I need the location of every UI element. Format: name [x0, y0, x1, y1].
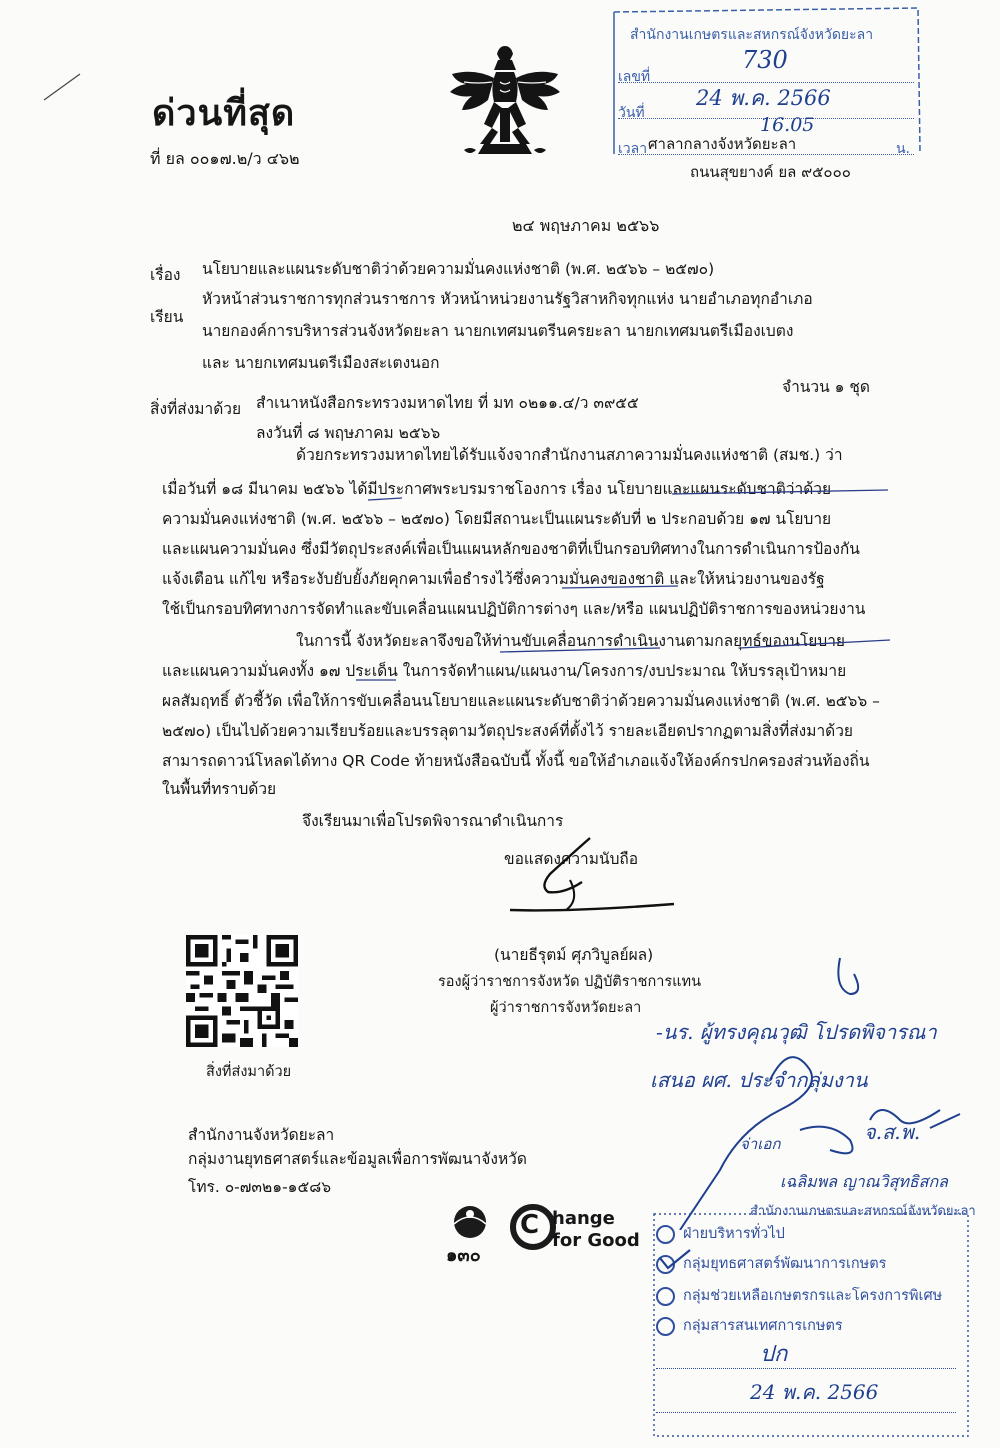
para1-line-4: และแผนความมั่นคง ซึ่งมีวัตถุประสงค์เพื่อเป็นแผนหลักของชาติที่เป็นกรอบทิศทางในการดำเนินการป้องกัน	[162, 540, 860, 558]
routing-option-4-label: กลุ่มสารสนเทศการเกษตร	[683, 1318, 843, 1334]
footer-tel: โทร. ๐-๗๓๒๑-๑๕๘๖	[188, 1178, 332, 1196]
change-for-good-logo	[510, 1204, 640, 1260]
routing-stamp-header: สำนักงานเกษตรและสหกรณ์จังหวัดยะลา	[750, 1204, 976, 1219]
para2-line-3: ผลสัมฤทธิ์ ตัวชี้วัด เพื่อให้การขับเคลื่อนนโยบายและแผนระดับชาติว่าด้วยความมั่นคงแห่งชาติ (พ.ศ. ๒๕๖๖ –	[162, 692, 880, 710]
footer-office: สำนักงานจังหวัดยะลา	[188, 1126, 335, 1144]
receipt-no-value: 730	[742, 46, 788, 74]
qr-caption: สิ่งที่ส่งมาด้วย	[206, 1064, 292, 1080]
to-line-1: หัวหน้าส่วนราชการทุกส่วนราชการ หัวหน้าหน่วยงานรัฐวิสาหกิจทุกแห่ง นายอำเภอทุกอำเภอ	[202, 290, 813, 308]
receipt-date-label: วันที่	[618, 105, 645, 121]
receipt-stamp-org: สำนักงานเกษตรและสหกรณ์จังหวัดยะลา	[630, 27, 874, 43]
para1-line-5: แจ้งเตือน แก้ไข หรือระงับยับยั้งภัยคุกคามเพื่อธำรงไว้ซึ่งความมั่นคงของชาติ และให้หน่วยงานของรัฐ	[162, 570, 825, 588]
routing-line-2	[656, 1398, 956, 1413]
routing-check-mark	[654, 1248, 694, 1272]
qr-code-icon	[186, 935, 298, 1047]
routing-option-1-label: ฝ่ายบริหารทั่วไป	[683, 1226, 785, 1242]
change-logo-line-1: hange	[552, 1208, 615, 1229]
routing-signature: ปก	[760, 1342, 788, 1367]
enclosure-line-1: สำเนาหนังสือกระทรวงมหาดไทย ที่ มท ๐๒๑๑.๔/ว ๓๙๕๕	[256, 394, 639, 412]
signer-title-2: ผู้ว่าราชการจังหวัดยะลา	[490, 1000, 642, 1016]
para1-line-3: ความมั่นคงแห่งชาติ (พ.ศ. ๒๕๖๖ – ๒๕๗๐) โดยมีสถานะเป็นแผนระดับที่ ๒ ประกอบด้วย ๑๗ นโยบาย	[162, 510, 832, 528]
to-line-3: และ นายกเทศมนตรีเมืองสะเตงนอก	[202, 354, 440, 372]
urgency-label: ด่วนที่สุด	[152, 93, 296, 134]
routing-checkbox-4	[656, 1317, 675, 1336]
letter-date: ๒๔ พฤษภาคม ๒๕๖๖	[512, 216, 660, 235]
receipt-time-value: 16.05	[760, 114, 815, 136]
handwritten-note-1: -นร. ผู้ทรงคุณวุฒิ โปรดพิจารณา	[656, 1020, 937, 1044]
anniversary-number: ๑๓๐	[446, 1245, 481, 1266]
para1-line-1: ด้วยกระทรวงมหาดไทยได้รับแจ้งจากสำนักงานสภาความมั่นคงแห่งชาติ (สมช.) ว่า	[296, 446, 843, 464]
para2-line-4: ๒๕๗๐) เป็นไปด้วยความเรียบร้อยและบรรลุตามวัตถุประสงค์ที่ตั้งไว้ รายละเอียดปรากฏตามสิ่งที่ส่งมาด้วย	[162, 722, 853, 740]
routing-checkbox-1	[656, 1225, 675, 1244]
clerk-signature: จ.ส.พ.	[864, 1120, 921, 1144]
to-line-2: นายกองค์การบริหารส่วนจังหวัดยะลา นายกเทศมนตรีนครยะลา นายกเทศมนตรีเมืองเบตง	[202, 322, 794, 340]
signer-name: (นายธีรุตม์ ศุภวิบูลย์ผล)	[494, 946, 654, 964]
footer-unit: กลุ่มงานยุทธศาสตร์และข้อมูลเพื่อการพัฒนาจังหวัด	[188, 1150, 527, 1168]
receipt-time-label: เวลา	[618, 141, 648, 157]
routing-stamp	[650, 1204, 976, 1438]
enclosure-line-2: ลงวันที่ ๘ พฤษภาคม ๒๕๖๖	[256, 424, 441, 442]
routing-option-1	[656, 1222, 785, 1245]
receipt-date-value: 24 พ.ค. 2566	[696, 86, 831, 110]
handwritten-note-2: เสนอ ผศ. ประจำกลุ่มงาน	[650, 1068, 868, 1092]
enclosure-count: จำนวน ๑ ชุด	[782, 378, 870, 396]
para2-line-2: และแผนความมั่นคงทั้ง ๑๗ ประเด็น ในการจัดทำแผน/แผนงาน/โครงการ/งบประมาณ ให้บรรลุเป้าหมาย	[162, 662, 847, 680]
address-line-1: ศาลากลางจังหวัดยะลา	[648, 135, 797, 153]
anniversary-logo	[440, 1200, 500, 1266]
regards-text: ขอแสดงความนับถือ	[504, 850, 639, 868]
routing-option-3-label: กลุ่มช่วยเหลือเกษตรกรและโครงการพิเศษ	[683, 1288, 943, 1304]
closing-text: จึงเรียนมาเพื่อโปรดพิจารณาดำเนินการ	[302, 812, 564, 830]
subject-text: นโยบายและแผนระดับชาติว่าด้วยความมั่นคงแห่งชาติ (พ.ศ. ๒๕๖๖ – ๒๕๗๐)	[202, 260, 715, 278]
signature-mark	[500, 832, 680, 922]
change-logo-letter: C	[520, 1210, 540, 1240]
para2-line-6: ในพื้นที่ทราบด้วย	[162, 780, 277, 798]
routing-option-3	[656, 1284, 942, 1307]
para1-line-2: เมื่อวันที่ ๑๘ มีนาคม ๒๕๖๖ ได้มีประกาศพระบรมราชโองการ เรื่อง นโยบายและแผนระดับชาติว่าด้วย	[162, 480, 832, 498]
para1-line-6: ใช้เป็นกรอบทิศทางการจัดทำและขับเคลื่อนแผนปฏิบัติการต่างๆ และ/หรือ แผนปฏิบัติราชการของหน่วยงาน	[162, 600, 866, 618]
receipt-time-suffix: น.	[895, 141, 910, 157]
address-line-2: ถนนสุขยางค์ ยล ๙๕๐๐๐	[690, 163, 851, 181]
routing-checkbox-3	[656, 1287, 675, 1306]
document-number: ที่ ยล ๐๐๑๗.๒/ว ๔๖๒	[150, 149, 300, 168]
routing-date: 24 พ.ค. 2566	[750, 1380, 879, 1404]
para2-line-5: สามารถดาวน์โหลดได้ทาง QR Code ท้ายหนังสือฉบับนี้ ทั้งนี้ ขอให้อำเภอแจ้งให้องค์กรปกครองส่วนท้องถิ่น	[162, 752, 870, 770]
subject-label: เรื่อง	[150, 266, 181, 284]
para2-line-1: ในการนี้ จังหวัดยะลาจึงขอให้ท่านขับเคลื่อนการดำเนินงานตามกลยุทธ์ของนโยบาย	[296, 632, 845, 650]
clerk-label: จ่าเอก	[740, 1135, 781, 1153]
change-logo-line-2: for Good	[552, 1230, 640, 1251]
to-label: เรียน	[150, 308, 184, 326]
signer-title-1: รองผู้ว่าราชการจังหวัด ปฏิบัติราชการแทน	[438, 974, 701, 990]
enclosure-label: สิ่งที่ส่งมาด้วย	[150, 400, 242, 418]
routing-line-1	[656, 1354, 956, 1369]
routing-option-4	[656, 1314, 843, 1337]
receipt-no-label: เลขที่	[618, 69, 651, 85]
anniversary-logo-icon	[440, 1200, 500, 1244]
clerk-name: เฉลิมพล ญาณวิสุทธิสกล	[780, 1172, 948, 1191]
routing-option-2-label: กลุ่มยุทธศาสตร์พัฒนาการเกษตร	[683, 1256, 887, 1272]
